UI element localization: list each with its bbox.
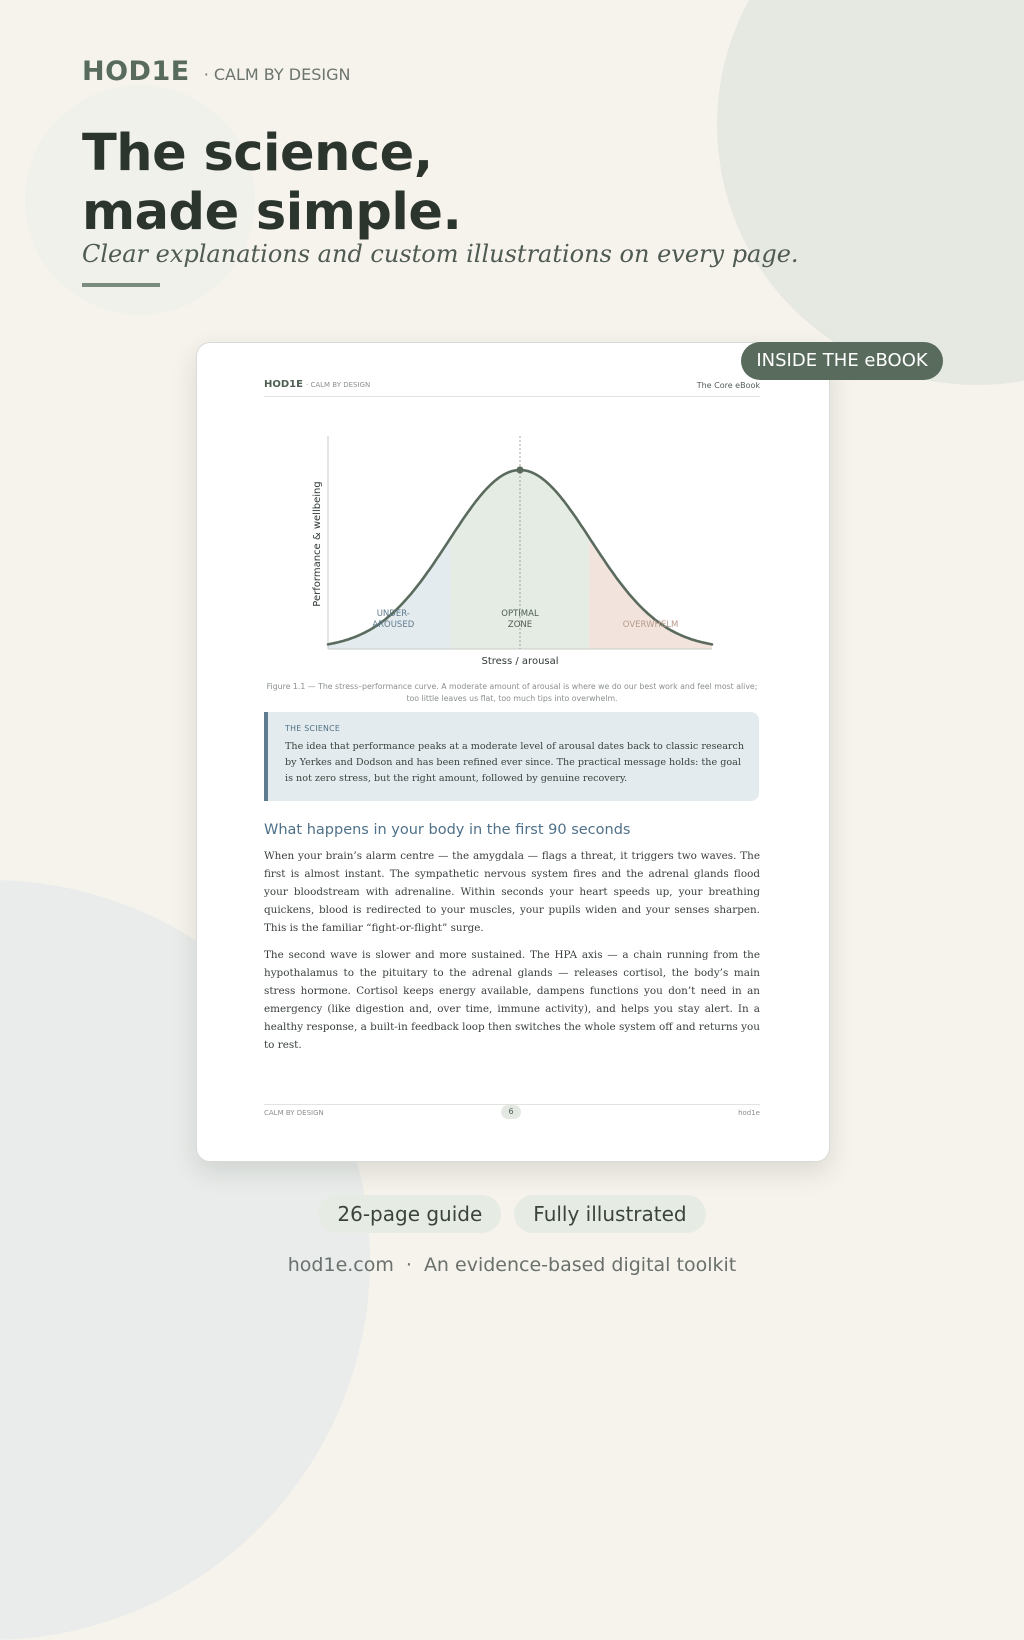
page-header-logo: HOD1E <box>264 379 303 390</box>
x-axis-label: Stress / arousal <box>481 656 559 667</box>
zone-under-aroused-fill <box>328 538 451 650</box>
page-header-title: The Core eBook <box>696 381 760 390</box>
zone-overwhelm-fill <box>589 538 712 650</box>
page-header <box>264 378 760 397</box>
page-footer-left: CALM BY DESIGN <box>264 1109 324 1117</box>
peak-point <box>516 466 523 473</box>
headline <box>82 124 461 242</box>
footer-site: hod1e.com <box>287 1254 394 1276</box>
brand-logo: HOD1E <box>82 56 190 87</box>
footer-tagline: An evidence-based digital toolkit <box>423 1254 737 1276</box>
footer-line <box>0 1254 1024 1276</box>
footer-separator: · <box>405 1254 412 1276</box>
brand <box>82 56 350 87</box>
inside-ebook-badge: INSIDE THE eBOOK <box>741 342 943 380</box>
page-footer <box>264 1104 760 1123</box>
headline-line-2: made simple. <box>82 183 462 242</box>
pill-page-count: 26-page guide <box>318 1195 501 1233</box>
brand-tagline: · CALM BY DESIGN <box>203 65 351 84</box>
page-footer-right: hod1e <box>738 1109 760 1117</box>
zone-under-aroused-label-line-2: AROUSED <box>372 620 415 630</box>
body-paragraph-2: The second wave is slower and more sustained. The HPA axis — a chain running from the hypothalamus to the pituitary to the adrenal glands — releases cortisol, the body’s main stress hormone. Cortisol keeps energy available, dampens functions you don’t need in an emergency (like digestion and, over time, immune activity), and helps you stay alert. In a healthy response, a built-in feedback loop then switches the whole system off and returns you to rest. <box>264 949 760 1051</box>
zone-optimal-label-line-2: ZONE <box>507 620 533 630</box>
science-callout <box>264 712 759 801</box>
zone-overwhelm-label-line-1: OVERWHELM <box>622 620 679 630</box>
pill-illustrated: Fully illustrated <box>514 1195 705 1233</box>
subheadline: Clear explanations and custom illustrations on every page. <box>82 240 799 268</box>
section-heading: What happens in your body in the first 90 seconds <box>264 822 631 838</box>
decor-circle-top-right <box>717 0 1024 385</box>
science-text: The idea that performance peaks at a moderate level of arousal dates back to classic research by Yerkes and Dodson and has been refined ever since. The practical message holds: the goal is not zero stress, but the right amount, followed by genuine recovery. <box>285 741 745 784</box>
science-label: THE SCIENCE <box>285 724 341 733</box>
zone-under-aroused-label-line-1: UNDER- <box>376 609 410 619</box>
body-paragraph-1: When your brain’s alarm centre — the amygdala — flags a threat, it triggers two waves. The first is almost instant. The sympathetic nervous system fires and the adrenal glands flood your bloodstream with adrenaline. Within seconds your heart speeds up, your breathing quickens, blood is redirected to your muscles, your pupils widen and your senses sharpen. This is the familiar “fight-or-flight” surge. <box>264 850 760 934</box>
stress-performance-chart <box>300 428 724 673</box>
feature-pills <box>0 1195 1024 1233</box>
zone-optimal-label-line-1: OPTIMAL <box>501 609 539 619</box>
accent-rule <box>82 283 160 287</box>
figure-caption: Figure 1.1 — The stress–performance curve. A moderate amount of arousal is where we do our best work and feel most alive; too little leaves us flat, too much tips into overwhelm. <box>266 682 758 703</box>
page-number: 6 <box>501 1105 521 1119</box>
headline-line-1: The science, <box>82 124 433 183</box>
y-axis-label: Performance & wellbeing <box>312 481 323 607</box>
page-header-tagline: · CALM BY DESIGN <box>306 381 371 389</box>
